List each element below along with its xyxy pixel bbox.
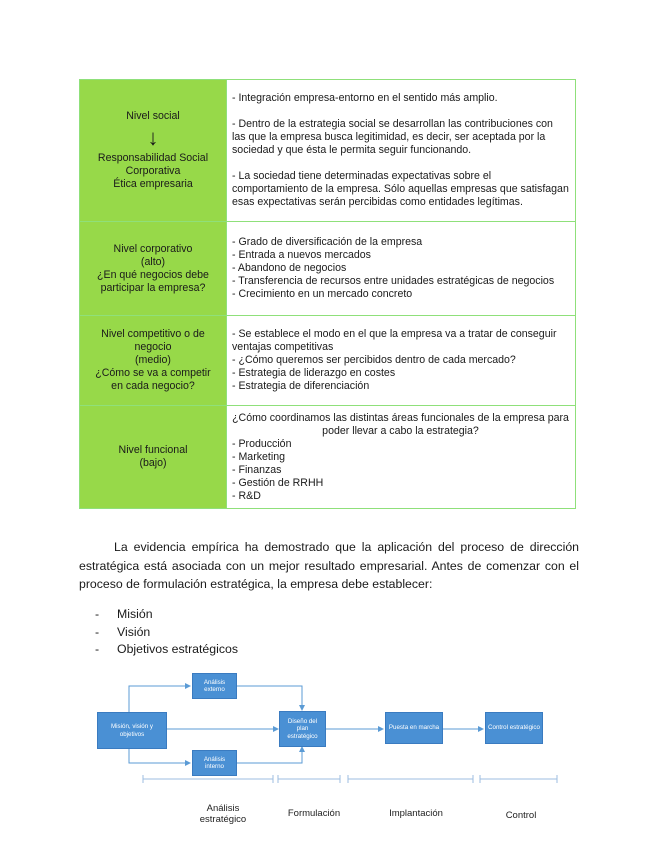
level-cell-social xyxy=(80,80,227,222)
level-cell-competitive xyxy=(80,316,227,406)
description-item: - Finanzas xyxy=(232,463,282,476)
edge-mission-external xyxy=(129,686,190,712)
strategic-process-diagram xyxy=(95,667,565,832)
level-line: Nivel competitivo o de xyxy=(101,328,205,340)
list-item xyxy=(95,641,395,659)
level-line: Ética empresaria xyxy=(113,178,193,190)
node-external-analysis: Análisis externo xyxy=(192,673,237,699)
phase-label-implementation: Implantación xyxy=(389,808,443,819)
prerequisites-list xyxy=(95,606,395,659)
level-line: ¿En qué negocios debe xyxy=(97,268,209,281)
edge-external-design xyxy=(235,686,302,710)
description-item: - Crecimiento en un mercado concreto xyxy=(232,288,413,300)
node-internal-analysis: Análisis interno xyxy=(192,750,237,776)
level-description-competitive xyxy=(227,316,576,406)
table-row xyxy=(80,222,576,316)
description-item: - Producción xyxy=(232,437,292,450)
bracket-analysis xyxy=(143,775,273,783)
level-line: Responsabilidad Social xyxy=(97,152,209,164)
edge-mission-internal xyxy=(129,749,190,763)
node-plan-design: Diseño del plan estratégico xyxy=(279,711,326,747)
bracket-implementation xyxy=(348,775,473,783)
level-cell-corporate xyxy=(80,222,227,316)
node-mission: Misión, visión y objetivos xyxy=(97,712,167,749)
description-item: - Gestión de RRHH xyxy=(232,476,324,489)
description-item: - ¿Cómo queremos ser percibidos dentro de cada mercado? xyxy=(232,354,516,366)
dash-marker: - xyxy=(95,624,100,639)
bracket-control xyxy=(480,775,557,783)
level-description-social xyxy=(227,80,576,222)
table-row xyxy=(80,316,576,406)
edge-internal-design xyxy=(235,747,302,763)
level-line: (medio) xyxy=(135,354,171,366)
level-cell-functional xyxy=(80,406,227,509)
bracket-formulation xyxy=(278,775,340,783)
description-paragraph: - Dentro de la estrategia social se desarrollan las contribuciones con las que la empresa busca legitimidad, es decir, ser aceptada por la sociedad y que ésta le permita seguir funcionando. xyxy=(232,118,553,156)
description-item: - Transferencia de recursos entre unidades estratégicas de negocios xyxy=(232,275,555,287)
description-item: - Estrategia de diferenciación xyxy=(232,380,370,392)
level-description-corporate xyxy=(227,222,576,316)
level-line: Corporativa xyxy=(125,165,181,177)
level-line: ¿Cómo se va a competir xyxy=(95,367,211,379)
list-item xyxy=(95,606,395,624)
level-line: Nivel corporativo xyxy=(113,242,193,255)
list-item-text: Visión xyxy=(117,624,151,639)
table-row xyxy=(80,406,576,509)
dash-marker: - xyxy=(95,642,100,656)
description-paragraph: - Integración empresa-entorno en el sentido más amplio. xyxy=(232,92,498,104)
phase-label-control: Control xyxy=(505,810,537,821)
phase-label-formulation: Formulación xyxy=(287,808,341,819)
node-launch: Puesta en marcha xyxy=(385,712,443,744)
level-line: (alto) xyxy=(140,255,166,268)
description-item: - Grado de diversificación de la empresa xyxy=(232,236,423,248)
description-heading: ¿Cómo coordinamos las distintas áreas funcionales de la empresa para poder llevar a cabo la estrategia? xyxy=(232,411,569,437)
description-item: - Abandono de negocios xyxy=(232,262,347,274)
list-item-text: Objetivos estratégicos xyxy=(117,642,238,656)
description-item: - Estrategia de liderazgo en costes xyxy=(232,367,396,379)
phase-label-analysis: Análisis estratégico xyxy=(199,803,247,825)
list-item xyxy=(95,624,395,642)
level-line: Nivel funcional xyxy=(118,444,188,456)
table-row xyxy=(80,80,576,222)
level-title: Nivel social xyxy=(126,110,180,122)
level-line: participar la empresa? xyxy=(100,281,206,294)
description-item: - Marketing xyxy=(232,450,285,463)
arrow-down-icon: ↓ xyxy=(147,125,159,150)
list-item-text: Misión xyxy=(117,607,153,621)
level-line: (bajo) xyxy=(139,457,167,469)
dash-marker: - xyxy=(95,607,100,621)
strategy-levels-table xyxy=(79,79,576,509)
body-paragraph: La evidencia empírica ha demostrado que la aplicación del proceso de dirección estratégica está asociada con un mejor resultado empresarial. Antes de comenzar con el proceso de formulación estratégica, la empresa debe establecer: xyxy=(79,540,579,591)
description-item: - R&D xyxy=(232,489,261,502)
level-line: negocio xyxy=(134,341,172,353)
description-item: - Se establece el modo en el que la empresa va a tratar de conseguir ventajas competitivas xyxy=(232,328,557,353)
description-paragraph: - La sociedad tiene determinadas expectativas sobre el comportamiento de la empresa. Sólo aquellas empresas que satisfagan esas expectativas serán percibidas como entidades legítimas. xyxy=(232,170,569,208)
level-line: en cada negocio? xyxy=(111,380,195,392)
description-item: - Entrada a nuevos mercados xyxy=(232,249,371,261)
node-control: Control estratégico xyxy=(485,712,543,744)
level-description-functional xyxy=(227,406,576,509)
